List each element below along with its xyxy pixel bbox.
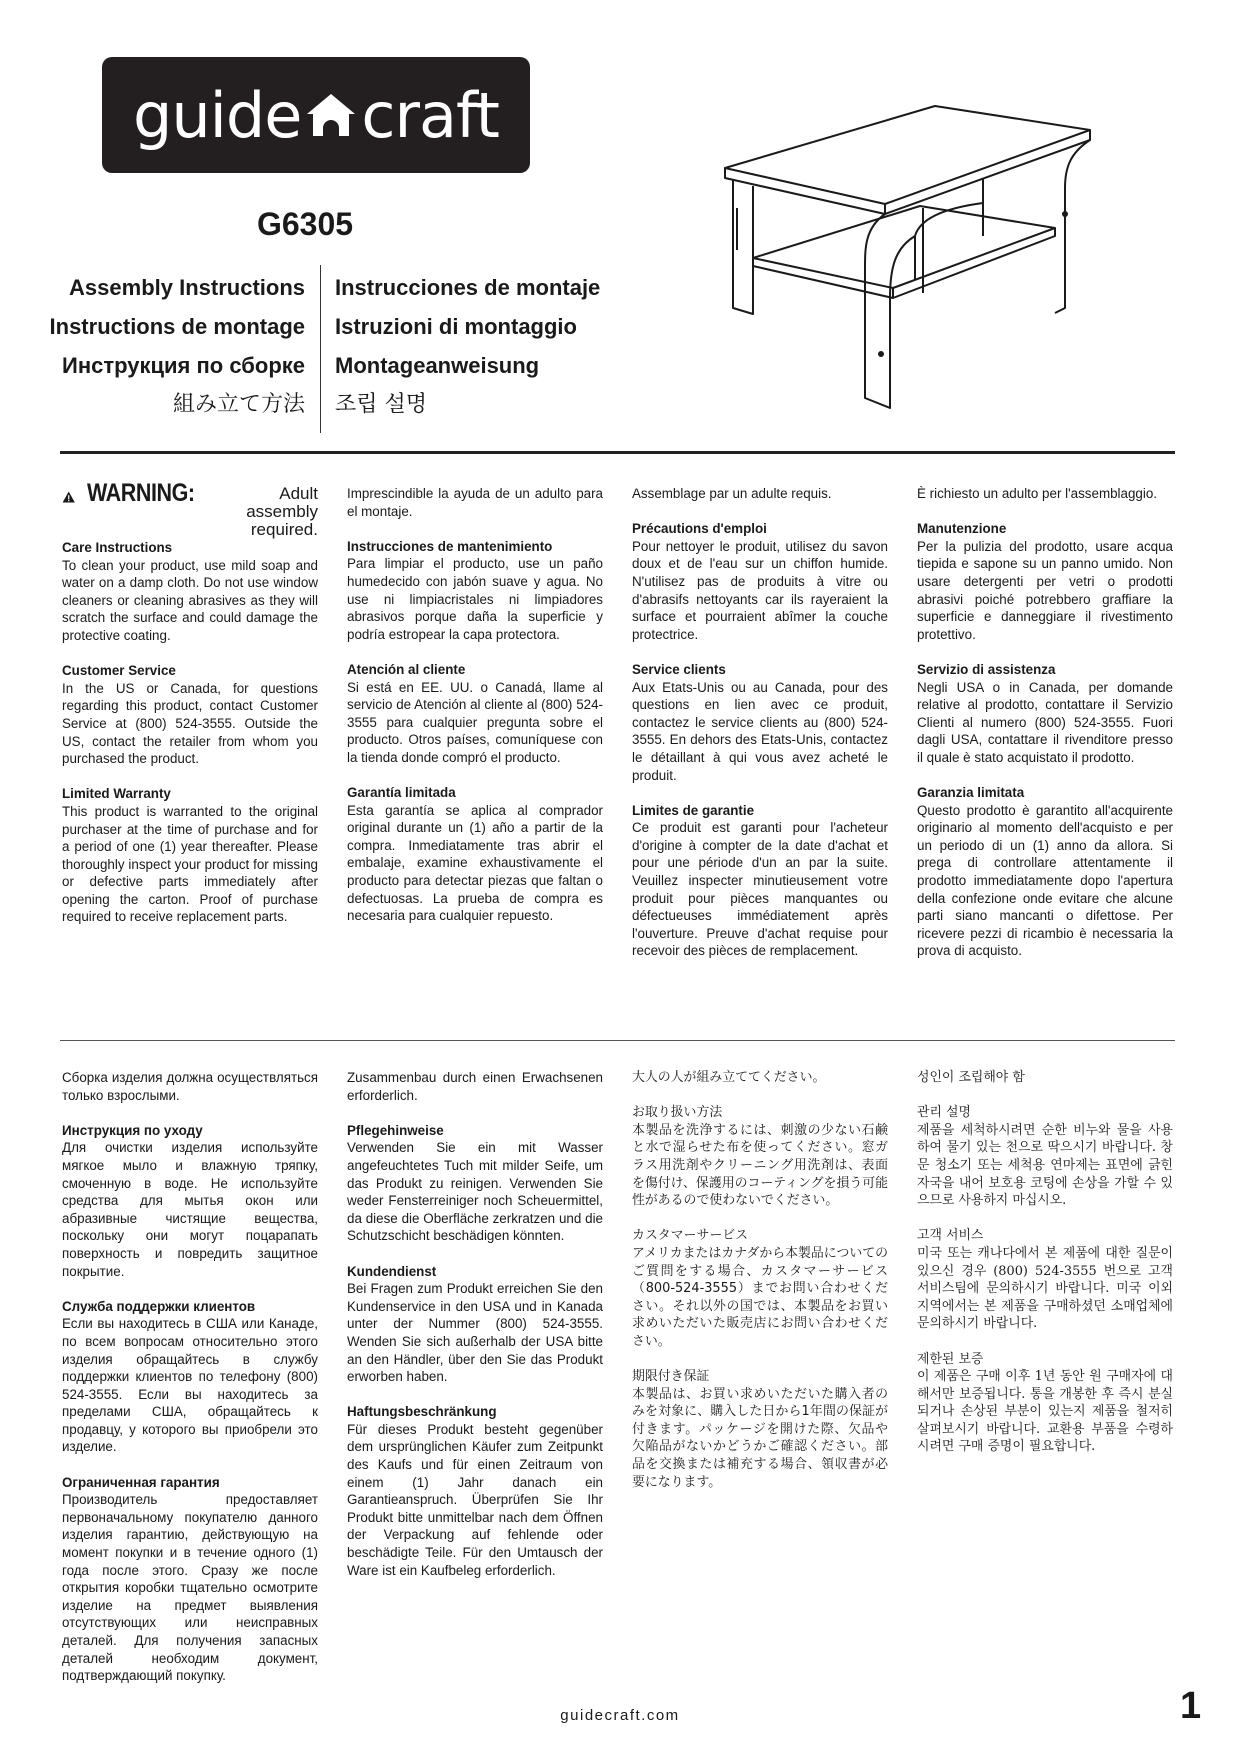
- service-heading: 고객 서비스: [917, 1228, 984, 1244]
- service-text: Negli USA o in Canada, per domande relative al prodotto, contattare il Servizio Clienti al numero (800) 524-3555. Fuori dagli USA, contattare il rivenditore presso il quale è stato acquistato il prodotto.: [917, 679, 1173, 765]
- column-french: [632, 485, 888, 978]
- title-ru: Инструкция по сборке: [62, 353, 305, 378]
- warranty-text: Für dieses Produkt besteht gegenüber dem ursprünglichen Käufer zum Zeitpunkt des Kaufs und für einen Zeitraum von einem (1) Jahr danach ein Garantieanspruch. Überprüfen Sie Ihr Produkt bitte unmittelbar nach dem Öffnen der Verpackung auf fehlende oder beschädigte Teile. Für den Umtausch der Ware ist ein Kaufbeleg erforderlich.: [347, 1421, 603, 1578]
- column-italian: [917, 485, 1173, 978]
- care-heading: Инструкция по уходу: [62, 1122, 203, 1138]
- column-japanese: [632, 1069, 888, 1509]
- service-text: Aux Etats-Unis ou au Canada, pour des questions en lien avec ce produit, contactez le service clients au (800) 524-3555. En dehors des Etats-Unis, contactez le détaillant à qui vous avez acheté le produit.: [632, 679, 888, 783]
- house-icon: [305, 92, 357, 138]
- warning-text: Adult assembly required.: [246, 484, 318, 539]
- title-ja: 組み立て方法: [172, 392, 305, 417]
- care-heading: Care Instructions: [62, 540, 173, 555]
- adult-required-text: È richiesto un adulto per l'assemblaggio.: [917, 486, 1158, 501]
- warranty-text: Esta garantía se aplica al comprador original durante un (1) año a partir de la compra. Inmediatamente tras abrir el embalaje, examine exhaustivamente el producto para detectar piezas que faltan o defectuosas. La prueba de compra es necesaria para cualquier repuesto.: [347, 802, 603, 924]
- warranty-heading: Garantía limitada: [347, 785, 456, 801]
- care-heading: Pflegehinweise: [347, 1122, 444, 1138]
- titles-left: [50, 268, 305, 424]
- title-ko: 조립 설명: [335, 392, 428, 417]
- care-text: Para limpiar el producto, use un paño humedecido con jabón suave y agua. No use ni limpiacristales ni limpiadores abrasivos porque daña la superficie y podría estropear la capa protectora.: [347, 556, 603, 642]
- title-divider: [320, 265, 321, 433]
- warranty-heading: Ограниченная гарантия: [62, 1474, 220, 1490]
- care-heading: 관리 설명: [917, 1105, 971, 1121]
- warning-label: WARNING:: [87, 479, 196, 507]
- warning-line: [62, 479, 318, 539]
- service-text: 미국 또는 캐나다에서 본 제품에 대한 질문이 있으신 경우 (800) 524-3555 번으로 고객 서비스팀에 문의하시기 바랍니다. 미국 이외 지역에서는 본 제품을 구매하셨던 소매업체에 문의하시기 바랍니다.: [917, 1245, 1173, 1332]
- service-heading: Customer Service: [62, 663, 176, 679]
- service-text: アメリカまたはカナダから本製品についてのご質問をする場合、カスタマーサービス（800-524-3555）までお問い合わせください。それ以外の国では、本製品をお買い求めいただいた販売店にお問い合わせください。: [632, 1245, 889, 1349]
- header-divider: [60, 451, 1175, 454]
- service-heading: Kundendienst: [347, 1263, 437, 1279]
- brand-left-word: guide: [132, 78, 302, 152]
- care-text: Pour nettoyer le produit, utilisez du savon doux et de l'eau sur un chiffon humide. N'utilisez pas de produits à vitre ou d'abrasifs nettoyants car ils rayeraient la surface et pourraient abîmer la couche protectrice.: [632, 538, 888, 642]
- titles-right: [335, 268, 600, 424]
- service-heading: Служба поддержки клиентов: [62, 1298, 256, 1314]
- adult-required-text: Zusammenbau durch einen Erwachsenen erforderlich.: [347, 1070, 603, 1103]
- adult-required-text: 大人の人が組み立ててください。: [632, 1070, 826, 1085]
- footer-url: guidecraft.com: [560, 1707, 680, 1724]
- warranty-heading: 제한된 보증: [917, 1351, 984, 1367]
- adult-required-text: 성인이 조립해야 함: [917, 1070, 1025, 1085]
- warranty-text: This product is warranted to the original purchaser at the time of purchase and for a period of one (1) year thereafter. Please thoroughly inspect your product for missing or defective parts immediately after opening the carton. Proof of purchase required to receive replacement parts.: [62, 803, 318, 925]
- care-text: 本製品を洗浄するには、刺激の少ない石鹸と水で湿らせた布を使ってください。窓ガラス用洗剤やクリーニング用洗剤は、表面を傷付け、保護用のコーティングを損う可能性があるので使わないでください。: [632, 1122, 889, 1209]
- warranty-heading: Garanzia limitata: [917, 785, 1025, 801]
- column-spanish: [347, 485, 603, 942]
- brand-logo: [102, 57, 530, 173]
- title-es: Instrucciones de montaje: [335, 275, 601, 300]
- title-fr: Instructions de montage: [49, 314, 305, 339]
- care-text: Per la pulizia del prodotto, usare acqua tiepida e sapone su un panno umido. Non usare detergenti per vetri o prodotti abrasivi poiché potrebbero graffiare la superficie e danneggiare il rivestimento protettivo.: [917, 538, 1173, 642]
- service-heading: Service clients: [632, 661, 726, 677]
- column-german: [347, 1069, 603, 1597]
- adult-required-text: Assemblage par un adulte requis.: [632, 486, 832, 501]
- care-heading: Instrucciones de mantenimiento: [347, 538, 553, 554]
- column-english: [62, 479, 318, 944]
- service-text: Si está en EE. UU. o Canadá, llame al servicio de Atención al cliente al (800) 524-3555 para cualquier pregunta sobre el producto. Otros países, comuníquese con la tienda donde compró el producto.: [347, 679, 603, 765]
- care-heading: お取り扱い方法: [632, 1105, 723, 1121]
- care-text: Для очистки изделия используйте мягкое мыло и влажную тряпку, смоченную в воде. Не используйте средства для мытья окон или абразивные чистящие вещества, поскольку они могут поцарапать поверхность и повредить защитное покрытие.: [62, 1140, 318, 1279]
- adult-required-text: Сборка изделия должна осуществляться только взрослыми.: [62, 1070, 318, 1103]
- service-text: Bei Fragen zum Produkt erreichen Sie den Kundenservice in den USA und in Kanada unter der Nummer (800) 524-3555. Wenden Sie sich außerhalb der USA bitte an den Händler, über den Sie das Produkt erworben haben.: [347, 1281, 603, 1385]
- warranty-text: Questo prodotto è garantito all'acquirente originario al momento dell'acquisto e per un periodo di un (1) anno da allora. Si prega di controllare attentamente il prodotto immediatamente dopo l'apertura della confezione onde evitare che alcune parti siano mancanti o difettose. Per ricevere pezzi di ricambio è necessaria la prova di acquisto.: [917, 802, 1173, 959]
- warranty-text: 이 제품은 구매 이후 1년 동안 원 구매자에 대해서만 보증됩니다. 통을 개봉한 후 즉시 분실되거나 손상된 부분이 있는지 제품을 철저히 살펴보시기 바랍니다. 교환용 부품을 수령하시려면 구매 증명이 필요합니다.: [917, 1369, 1173, 1455]
- care-text: To clean your product, use mild soap and water on a damp cloth. Do not use window cleaners or cleaning abrasives as they will scratch the surface and could damage the protective coating.: [62, 557, 318, 643]
- service-text: In the US or Canada, for questions regarding this product, contact Customer Service at (800) 524-3555. Outside the US, contact the retailer from whom you purchased the product.: [62, 680, 318, 767]
- page-number: 1: [1180, 1685, 1202, 1727]
- warranty-heading: Limited Warranty: [62, 786, 171, 802]
- title-en: Assembly Instructions: [69, 275, 305, 300]
- adult-required-text: Imprescindible la ayuda de un adulto para el montaje.: [347, 486, 603, 519]
- brand-right-word: craft: [361, 78, 499, 152]
- column-korean: [917, 1069, 1173, 1474]
- table-illustration: [715, 58, 1105, 413]
- section-divider: [60, 1040, 1175, 1041]
- care-text: 제품을 세척하시려면 순한 비누와 물을 사용하여 물기 있는 천으로 딱으시기 바랍니다. 창문 청소기 또는 세척용 연마제는 표면에 긁힌 자국을 내어 보호용 코팅에 손상을 가할 수 있으므로 사용하지 마십시오.: [917, 1122, 1173, 1209]
- warranty-text: Ce produit est garanti pour l'acheteur d'origine à compter de la date d'achat et pour une période d'un an par la suite. Veuillez inspecter minutieusement votre produit pour pièces manquantes ou défectueuses immédiatement après l'ouverture. Preuve d'achat requise pour recevoir des pièces de remplacement.: [632, 820, 888, 959]
- service-text: Если вы находитесь в США или Канаде, по всем вопросам относительно этого изделия обращайтесь в службу поддержки клиентов по телефону (800) 524-3555. Если вы находитесь за пределами США, обращайтесь к продавцу, у которого вы приобрели это изделие.: [62, 1316, 318, 1455]
- service-heading: カスタマーサービス: [632, 1228, 749, 1244]
- warranty-heading: 期限付き保証: [632, 1369, 710, 1385]
- column-russian: [62, 1069, 318, 1702]
- title-de: Montageanweisung: [335, 353, 540, 378]
- warranty-heading: Haftungsbeschränkung: [347, 1404, 497, 1420]
- warranty-heading: Limites de garantie: [632, 802, 755, 818]
- warranty-text: 本製品は、お買い求めいただいた購入者のみを対象に、購入した日から1年間の保証が付きます。パッケージを開けた際、欠品や欠陥品がないかどうかご確認ください。部品を交換または補充する場合、領収書が必要になります。: [632, 1386, 888, 1490]
- model-number: G6305: [256, 206, 354, 242]
- warranty-text: Производитель предоставляет первоначальному покупателю данного изделия гарантию, действующую на момент покупки и в течение одного (1) года после этого. Сразу же после открытия коробки тщательно осмотрите изделие на предмет выявления отсутствующих или неисправных деталей. Для получения запасных деталей необходим документ, подтверждающий покупку.: [62, 1492, 318, 1684]
- service-heading: Servizio di assistenza: [917, 661, 1056, 677]
- warning-triangle-icon: [62, 487, 75, 507]
- care-heading: Précautions d'emploi: [632, 521, 767, 537]
- care-heading: Manutenzione: [917, 521, 1007, 537]
- care-text: Verwenden Sie ein mit Wasser angefeuchtetes Tuch mit milder Seife, um das Produkt zu reinigen. Verwenden Sie weder Fensterreiniger noch Scheuermittel, da diese die Oberfläche zerkratzen und die Schutzschicht beschädigen könnten.: [347, 1140, 603, 1244]
- service-heading: Atención al cliente: [347, 661, 466, 677]
- title-it: Istruzioni di montaggio: [335, 314, 577, 339]
